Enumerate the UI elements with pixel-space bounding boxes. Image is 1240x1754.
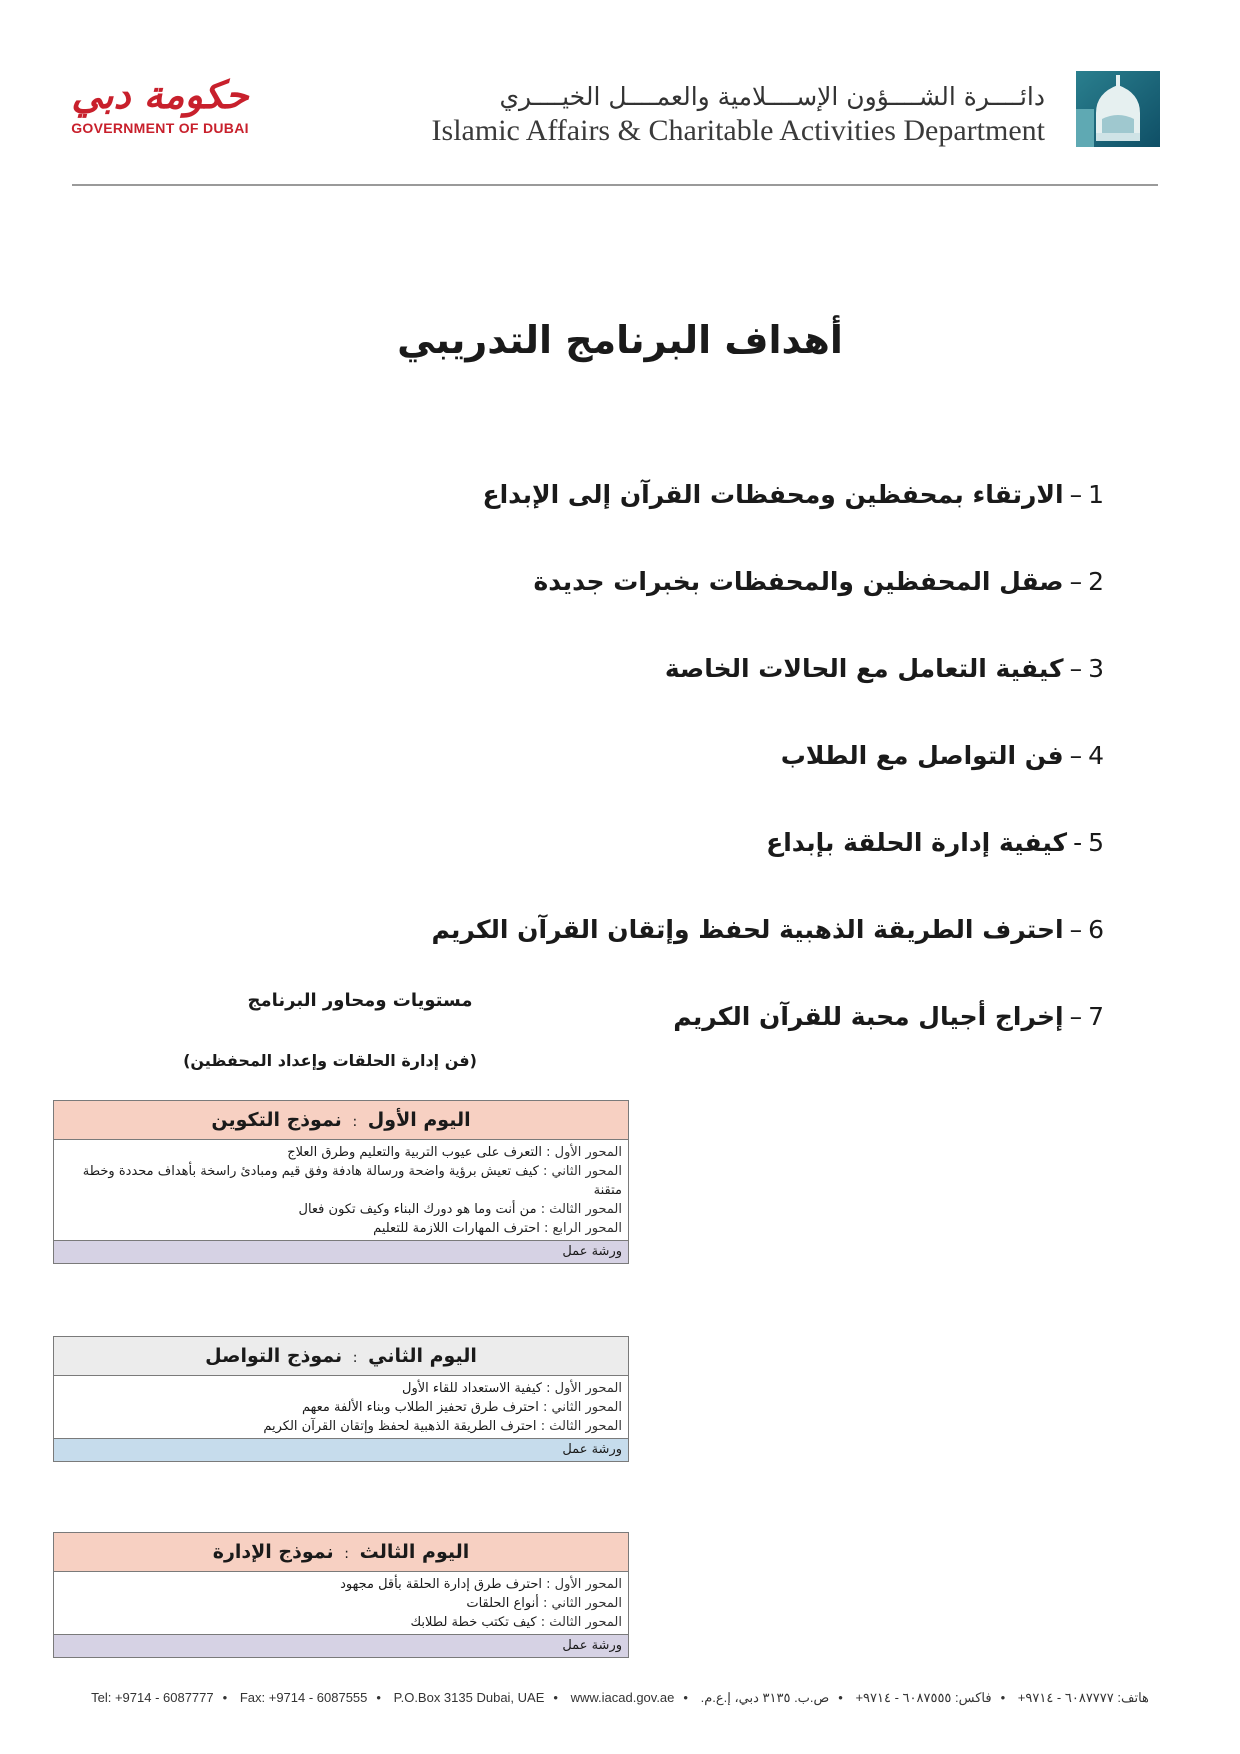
levels-title: مستويات ومحاور البرنامج <box>247 990 473 1011</box>
objective-number: 1 <box>1088 480 1104 509</box>
gov-logo-english: GOVERNMENT OF DUBAI <box>71 120 249 136</box>
day-label: اليوم الثاني <box>368 1345 477 1367</box>
axis-text: أنواع الحلقات <box>466 1596 539 1611</box>
footer-tel-arabic: هاتف: ٦٠٨٧٧٧٧ - ٩٧١٤+ <box>1017 1690 1149 1705</box>
workshop-label: ورشة عمل <box>54 1438 628 1461</box>
objective-dash: - <box>1073 828 1083 857</box>
day-axes <box>54 1376 628 1438</box>
axis-label: المحور الثاني : <box>542 1164 622 1179</box>
government-of-dubai-logo <box>60 72 260 136</box>
objective-number: 6 <box>1088 915 1104 944</box>
day-separator: : <box>352 1114 358 1130</box>
day-model: نموذج التواصل <box>205 1345 343 1367</box>
axis-label: المحور الرابع : <box>543 1221 622 1236</box>
day-header <box>54 1101 628 1140</box>
header-divider <box>72 184 1158 186</box>
mosque-dome-icon <box>1076 71 1160 147</box>
workshop-label: ورشة عمل <box>54 1240 628 1263</box>
day-two-box <box>53 1336 629 1462</box>
objective-text: صقل المحفظين والمحفظات بخبرات جديدة <box>533 567 1064 596</box>
axis-label: المحور الثالث : <box>540 1202 622 1217</box>
objective-number: 7 <box>1088 1002 1104 1031</box>
department-name-english: Islamic Affairs & Charitable Activities Department <box>431 114 1045 147</box>
axis-row <box>60 1219 622 1238</box>
page-title: أهداف البرنامج التدريبي <box>397 318 843 362</box>
objective-text: فن التواصل مع الطلاب <box>780 741 1064 770</box>
axis-text: التعرف على عيوب التربية والتعليم وطرق العلاج <box>287 1145 542 1160</box>
objective-number: 2 <box>1088 567 1104 596</box>
objective-dash: – <box>1069 741 1083 770</box>
objective-dash: – <box>1069 567 1083 596</box>
objective-number: 4 <box>1088 741 1104 770</box>
objective-text: كيفية التعامل مع الحالات الخاصة <box>664 654 1064 683</box>
day-label: اليوم الثالث <box>359 1541 470 1563</box>
axis-text: احترف المهارات اللازمة للتعليم <box>373 1221 540 1236</box>
objective-text: كيفية إدارة الحلقة بإبداع <box>766 828 1068 857</box>
footer-fax: Fax: +9714 - 6087555 <box>239 1690 368 1705</box>
axis-text: احترف طرق إدارة الحلقة بأقل مجهود <box>340 1577 542 1592</box>
objective-dash: – <box>1069 915 1083 944</box>
objective-item <box>420 1002 1104 1089</box>
workshop-label: ورشة عمل <box>54 1634 628 1657</box>
axis-row <box>60 1200 622 1219</box>
objective-text: إخراج أجيال محبة للقرآن الكريم <box>673 1002 1064 1031</box>
objective-dash: – <box>1069 1002 1083 1031</box>
footer-website[interactable]: www.iacad.gov.ae <box>570 1690 675 1705</box>
footer-contact: Tel: +9714 - 6087777 • Fax: +9714 - 6087555 • P.O.Box 3135 Dubai, UAE • www.iacad.gov.ae • ص.ب. ٣١٣٥ دبي، إ.ع.م. • فاكس: ٦٠٨٧٥٥٥ - ٩٧١٤+ • هاتف: ٦٠٨٧٧٧٧ - ٩٧١٤+ <box>91 1690 1149 1705</box>
axis-text: كيف تكتب خطة لطلابك <box>410 1615 537 1630</box>
footer-tel: Tel: +9714 - 6087777 <box>91 1690 214 1705</box>
day-one-box <box>53 1100 629 1264</box>
axis-text: احترف طرق تحفيز الطلاب وبناء الألفة معهم <box>301 1400 539 1415</box>
axis-row <box>60 1594 622 1613</box>
objective-number: 5 <box>1088 828 1104 857</box>
objective-item <box>420 480 1104 567</box>
objective-item <box>420 915 1104 1002</box>
axis-row <box>60 1417 622 1436</box>
axis-row <box>60 1398 622 1417</box>
axis-text: احترف الطريقة الذهبية لحفظ وإتقان القرآن الكريم <box>263 1419 537 1434</box>
objective-item <box>420 741 1104 828</box>
axis-row <box>60 1379 622 1398</box>
axis-text: كيف تعيش برؤية واضحة ورسالة هادفة وفق قيم ومبادئ راسخة بأهداف محددة وخطة متقنة <box>82 1164 622 1198</box>
objective-number: 3 <box>1088 654 1104 683</box>
day-label: اليوم الأول <box>367 1109 471 1131</box>
axis-row <box>60 1143 622 1162</box>
axis-label: المحور الثالث : <box>540 1419 622 1434</box>
axis-label: المحور الأول : <box>546 1577 622 1592</box>
axis-row <box>60 1613 622 1632</box>
axis-row <box>60 1575 622 1594</box>
department-name-arabic: دائــــرة الشــــؤون الإســــلامية والعمــــل الخيــــري <box>499 82 1045 111</box>
objective-text: احترف الطريقة الذهبية لحفظ وإتقان القرآن الكريم <box>431 915 1064 944</box>
day-model: نموذج التكوين <box>211 1109 342 1131</box>
objective-text: الارتقاء بمحفظين ومحفظات القرآن إلى الإبداع <box>482 480 1064 509</box>
objective-item <box>420 567 1104 654</box>
footer-po-box: P.O.Box 3135 Dubai, UAE <box>393 1690 545 1705</box>
day-axes <box>54 1572 628 1634</box>
day-axes <box>54 1140 628 1240</box>
day-model: نموذج الإدارة <box>212 1541 334 1563</box>
axis-label: المحور الأول : <box>546 1381 622 1396</box>
axis-label: المحور الأول : <box>546 1145 622 1160</box>
footer-fax-arabic: فاكس: ٦٠٨٧٥٥٥ - ٩٧١٤+ <box>855 1690 992 1705</box>
objective-item <box>420 828 1104 915</box>
axis-row <box>60 1162 622 1200</box>
axis-text: من أنت وما هو دورك البناء وكيف تكون فعال <box>298 1202 537 1217</box>
day-header <box>54 1337 628 1376</box>
axis-label: المحور الثالث : <box>540 1615 622 1630</box>
footer-po-box-arabic: ص.ب. ٣١٣٥ دبي، إ.ع.م. <box>700 1690 830 1705</box>
day-header <box>54 1533 628 1572</box>
objective-dash: – <box>1069 480 1083 509</box>
day-separator: : <box>352 1350 358 1366</box>
axis-label: المحور الثاني : <box>542 1400 622 1415</box>
day-separator: : <box>344 1546 349 1562</box>
objective-dash: – <box>1069 654 1083 683</box>
axis-text: كيفية الاستعداد للقاء الأول <box>402 1381 542 1396</box>
gov-logo-arabic: حكومة دبي <box>71 72 249 117</box>
axis-label: المحور الثاني : <box>542 1596 622 1611</box>
day-three-box <box>53 1532 629 1658</box>
levels-subtitle: (فن إدارة الحلقات وإعداد المحفظين) <box>183 1051 477 1070</box>
objective-item <box>420 654 1104 741</box>
